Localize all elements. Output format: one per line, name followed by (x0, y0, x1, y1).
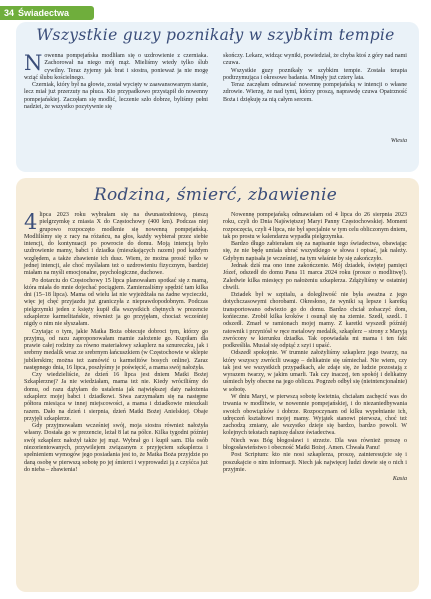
article-1-paragraph: Nowenna pompejańska modliłam się o uzdrowienie z czerniaka. Zachorował na niego mój mąż. Mieliśmy wtedy tylko ślub cywilny. Teraz żyjemy jak brat i siostra, ponieważ ja nie mogę wziąć ślubu kościelnego. (24, 51, 208, 81)
article-2-paragraph: Bardzo długo zabierałam się za napisanie tego świadectwa, obawiając się, że nie będę umiała ubrać wszystkiego w słowa i opisać, jak należy. Gdybym napisała je wcześniej, na tym właśnie by się zakończyło. (223, 241, 407, 262)
article-2-signature: Kasia (392, 476, 407, 483)
article-2-paragraph: Po dotarciu do Częstochowy 15 lipca planowałam spotkać się z mamą, która miała do mnie dojechać pociągiem. Zamierzaliśmy spędzić tam kilka dni (15–18 lipca). Mama od wielu lat nie wyjeżdżała na żadne wycieczki, więc jej chęć przyjazdu już graniczyła z nieprawdopodobnym. Podczas pielgrzymki jeden z księży kupił dla wszystkich chętnych w prezencie szkaplerze karmelitańskie, również ja go przyjęłam, chociaż wcześniej nigdy o nim nie słyszałam. (24, 277, 208, 328)
article-2-paragraph: Niech was Bóg błogosławi i strzeże. Dla was również proszę o błogosławieństwo i obecność Matki Bożej. Amen. Chwała Panu! (223, 437, 407, 451)
page-header (0, 0, 431, 22)
article-2-paragraph: Czytając o tym, jakie Matka Boża obiecuje dobroci tym, którzy go przyjmą, od razu zaproponowałam mamie założenie go. Kupiłam dla prawie całej rodziny za równo materiałowy szkaplerz na sznureczku, jak i srebrny medalik wraz ze srebrnym łańcuszkiem (w Częstochowie w sklepie jubilerskim; można też zamówić u karmelitów bosych online). Zaraz następnego dnia, 16 lipca, poszłyśmy je poświęcić, a mama swój nałożyła. (24, 328, 208, 371)
article-2-paragraph: Dziadek był w szpitalu, a dolegliwość nie była aważna z jego dotychczasowymi chorobami. Okresłono, że wyniki są lepsze i karetką transportowano odwiezio go do domu. Bardzo chciał zobaczyć dom, końieczne. Zrobił kilka kroków i osunął się na ziemie. Szedł, szedł.. I odszedł. Zmarł w ramionach mojej mamy. Z karetki wyszedł późniéj ratownik i przyniósł w ręce metalowy medalik, szkaplerz – strony z Maryją zwrócony w kierunku dziadka. Tak opowiadała mi mama i ten fakt podkreśliła. Musiał się odpiąć z szyi i upaść. (223, 292, 407, 350)
section-name: Świadectwa (18, 8, 70, 18)
article-2-paragraph: 4 lipca 2023 roku wybrałam się na dwunastodniową, pieszą pielgrzymkę z miasta X do Częstochowy (400 km). Podczas niej grupowo rozpoczęto modlenie się nowenną pompejańską. Modliliśmy się z racy na różańcu, na głos, każdy wybierał przez siebie intencji, do kontynuacji po powrocie do domu. Moją intencją było uzdrowienie mamy, babci i dziadka (mieszkających razem) pod każdym względem, a także zbawienie ich dusz. Wiem, że można prosić tylko w jednej intencji, ale choć myślałam też o uzdrowieniu fizycznym, bardziej miałam na myśli emocjonalne, psychologiczne, duchowe. (24, 210, 208, 277)
article-2-column-2 (223, 212, 407, 483)
article-1-signature: Wiesia (390, 138, 407, 144)
article-2-paragraph: W dniu Maryi, w pierwszą sobotę kwietnia, chciałam zachęcić was do trwania w modlitwie, w nowennie pompejańskiej, i do niezaniedbywania swoich obowiązków i dobrze. Rozpoczynam od kilku wypełnianie ich, udręczeń kształtowi mojej mamy. Wyjątek stanowi pierwsza, choć też zachodzą zmiany, ale wszystko dzieje się bardzo, bardzo powoli. W kolejnych tekstach napiszę dalsze świadectwa. (223, 394, 407, 437)
article-1-paragraph: Czerniak, który był na głowie, został wycięty w zaawansowanym stanie, lecz miał już przerzuty na płuca. Kto przypadkowo przystąpił do nowenny pompejańskiej. Zaczęłam się modlić, leczenie szło dobrze, byliśmy pełni nadziei, że wszystko pozytywnie się (24, 82, 208, 110)
article-2-paragraph: Nowennę pompejańską odmawiałam od 4 lipca do 26 sierpnia 2023 roku, czyli do Dnia Najświętszej Maryi Panny Częstochowskiej. Moment rozpoczęcia, czyli 4 lipca, nie był specjalnie w tym celu obliczonym dniem, tak po prostu w kalendarzu wypadła pielgrzymka. (223, 212, 407, 240)
section-tab (0, 6, 94, 20)
article-1-column-1 (24, 53, 208, 111)
article-1-dropcap: N (24, 51, 43, 75)
article-1-paragraph: Wszystkie guzy poznikały w szybkim tempie. Została terapia podtrzymująca i okresowe badania. Minęły już cztery lata. (223, 67, 407, 81)
article-2-title: Rodzina, śmierć, zbawienie (93, 185, 338, 205)
article-2-paragraph: Gdy przyjmowałam wcześniej swój, moja siostra również nałożyła własny. Dostała go w prezencie, leżał 8 lat na półce. Kilka tygodni później swój szkaplerz nałożył także jej mąż. Wybrał go i kupił sam. Dla osób niezorientowanych, przywilejem związanym z przyjęciem szkaplerza i spełnieniem wymogów jego posiadania jest to, że Matka Boża przyjdzie po daną osobę w pierwszą sobotę po jej śmierci i wyprowadzi ją z czyśćca już do nieba – zbawienia! (24, 423, 208, 473)
article-2-paragraph: Post Scriptum: kto nie nosi szkaplerza, proszę, zainteresujcie się i poszukajcie o nim informacji. Niech jak najwięcej ludzi dowie się o nich i przyjmie. (223, 452, 407, 473)
article-2-paragraph: Czy wiedzieliście, że dzień 16 lipca jest dniem Matki Bożej Szkaplerznej? Ja nie wiedziałam, mama też nie. Kiedy wróciliśmy do domu, od razu dążyłam do ustalenia jak największej daty nałożenia szkaplerz mojej babci i dziadkowi. Siwa zarzymałam się na następne półtora miesiąca w innej miejscowości, a mama i dziadkowie mieszkali razem. Dało na dzień i sierpnia, dzień Matki Bożej Anielskiej. Obaje przyjęli szkaplerze. (24, 372, 208, 422)
article-1-paragraph: skończy. Lekarz, widząc wyniki, powiedział, że chyba ktoś z góry nad nami czuwa. (223, 53, 407, 67)
article-2-column-1 (24, 212, 208, 474)
article-2-paragraph: Odszedł spokojnie. W trumnie założyliśmy szkaplerz jego twarzy, na który wszyscy zwrócili uwagę – delikatnie się uśmiechał. Nie wiem, czy tak jest we wszystkich przypadkach, ale zdaje się, że ludzie pozostają z wyrazem twarzy, w jakim umarli. Tak czy inaczej, ten spokój i delikatny uśmiech były obecne na jego obliczu. Pogrzeb odbył się (nieintencjonalnie) w sobotę. (223, 350, 407, 393)
article-1-title: Wszystkie guzy poznikały w szybkim tempie (36, 26, 395, 44)
article-2-dropcap: 4 (24, 210, 38, 234)
page-number: 34 (4, 8, 15, 18)
article-1-paragraph: Teraz zaczęłam odmawiać nowennę pompejańską w intencji o własne zdrowie. Wierzę, że nad tymi, którzy proszą, naprawdę czuwa Opatrzność Boża i dziękuję za nią całym sercem. (223, 82, 407, 103)
article-1-column-2 (223, 53, 407, 144)
article-2-paragraph: Jednak dziś ma ono inne zakończenie. Mój dziadek, świętej pamięci Józef, odszedł do domu Pana 11 marca 2024 roku (prosze o modlitwę!). Zaledwie kilka miesięcy po nałożeniu szkaplerza. Zdążyliśmy w ostatniej chwili. (223, 262, 407, 291)
